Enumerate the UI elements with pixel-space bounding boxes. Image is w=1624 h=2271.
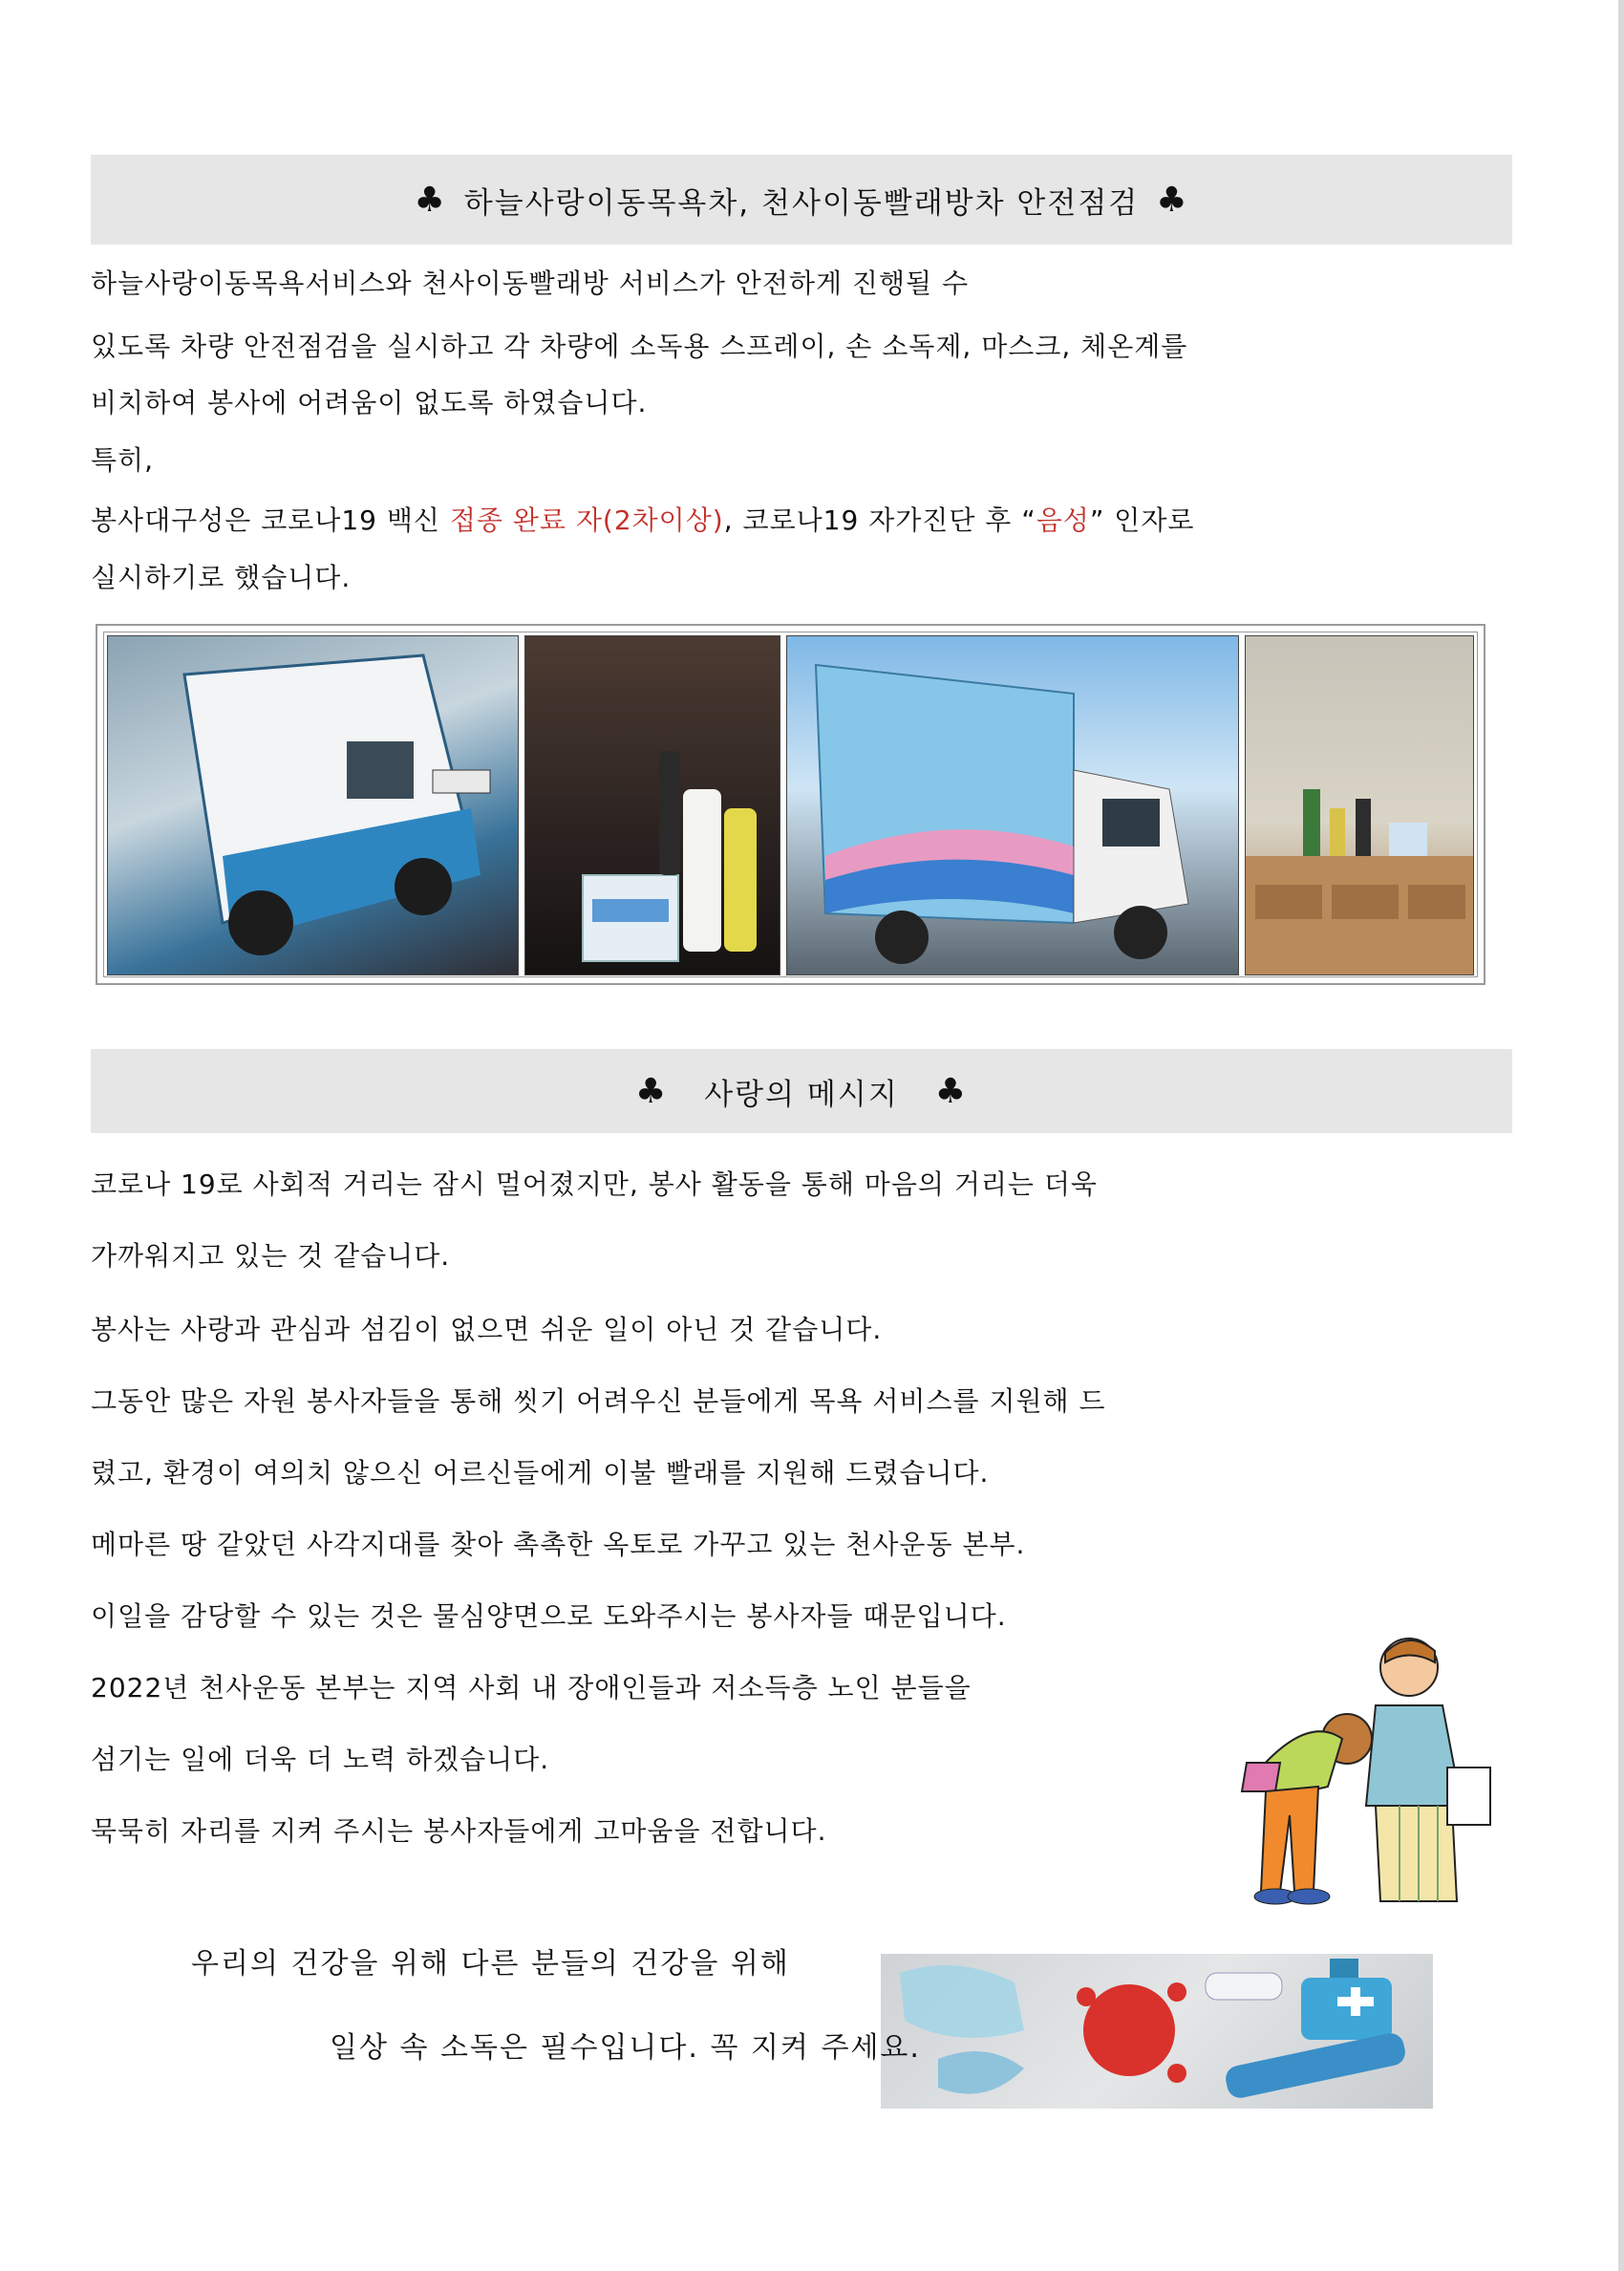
body-line: 메마른 땅 같았던 사각지대를 찾아 촉촉한 옥토로 가꾸고 있는 천사운동 본부. — [91, 1529, 1026, 1560]
supplies-illustration — [525, 636, 780, 975]
section2-banner — [91, 1049, 1512, 1133]
body-line: 실시하기로 했습니다. — [91, 562, 352, 593]
section2-title: 사랑의 메시지 — [704, 1077, 899, 1112]
club-icon: ♣ — [1156, 180, 1189, 220]
cabinet-illustration — [1246, 636, 1474, 975]
photo-bath-truck — [107, 635, 519, 975]
laundry-truck-illustration — [787, 636, 1239, 975]
text-segment: , 코로나19 자가진단 후 “ — [723, 504, 1036, 536]
body-line: 하늘사랑이동목욕서비스와 천사이동빨래방 서비스가 안전하게 진행될 수 — [91, 268, 969, 299]
body-line: 코로나 19로 사회적 거리는 잠시 멀어졌지만, 봉사 활동을 통해 마음의 거리는 더욱 — [91, 1168, 1098, 1200]
body-line: 있도록 차량 안전점검을 실시하고 각 차량에 소독용 스프레이, 손 소독제, 마스크, 체온계를 — [91, 331, 1188, 362]
photo-disinfection-supplies — [524, 635, 780, 975]
club-icon: ♣ — [934, 1071, 969, 1111]
body-line: 2022년 천사운동 본부는 지역 사회 내 장애인들과 저소득층 노인 분들을 — [91, 1672, 972, 1703]
highlight-negative: 음성 — [1036, 504, 1090, 536]
section1-title: 하늘사랑이동목욕차, 천사이동빨래방차 안전점검 — [463, 185, 1140, 221]
bath-truck-illustration — [108, 636, 519, 975]
highlight-vaccination: 접종 완료 자(2차이상) — [449, 504, 724, 536]
sanitizer-illustration — [881, 1954, 1433, 2109]
body-line: 봉사는 사랑과 관심과 섬김이 없으면 쉬운 일이 아닌 것 같습니다. — [91, 1314, 883, 1345]
club-icon: ♣ — [414, 180, 447, 220]
footer-line-1: 우리의 건강을 위해 다른 분들의 건강을 위해 — [191, 1947, 790, 1981]
bowing-people-illustration — [1223, 1624, 1509, 1911]
body-line: 묵묵히 자리를 지켜 주시는 봉사자들에게 고마움을 전합니다. — [91, 1815, 827, 1847]
photo-strip — [96, 624, 1485, 985]
body-line: 그동안 많은 자원 봉사자들을 통해 씻기 어려우신 분들에게 목욕 서비스를 지원해 드 — [91, 1385, 1106, 1417]
body-line: 이일을 감당할 수 있는 것은 물심양면으로 도와주시는 봉사자들 때문입니다. — [91, 1600, 1007, 1632]
body-line: 섬기는 일에 더욱 더 노력 하겠습니다. — [91, 1744, 550, 1775]
scan-edge — [1618, 0, 1624, 2271]
club-icon: ♣ — [634, 1071, 669, 1111]
body-line: 특히, — [91, 444, 154, 476]
photo-laundry-truck — [786, 635, 1239, 975]
body-line: 렸고, 환경이 여의치 않으신 어르신들에게 이불 빨래를 지원해 드렸습니다. — [91, 1457, 990, 1489]
sanitizer-items-icon — [881, 1954, 1433, 2109]
body-line-highlight — [91, 500, 1194, 538]
text-segment: ” 인자로 — [1089, 504, 1195, 536]
text-segment: 봉사대구성은 코로나19 백신 — [91, 504, 450, 536]
body-line: 가까워지고 있는 것 같습니다. — [91, 1240, 451, 1272]
photo-supply-cabinet — [1245, 635, 1474, 975]
footer-line-2: 일상 속 소독은 필수입니다. 꼭 지켜 주세요. — [330, 2031, 921, 2065]
body-line: 비치하여 봉사에 어려움이 없도록 하였습니다. — [91, 387, 648, 418]
section1-banner — [91, 155, 1512, 245]
